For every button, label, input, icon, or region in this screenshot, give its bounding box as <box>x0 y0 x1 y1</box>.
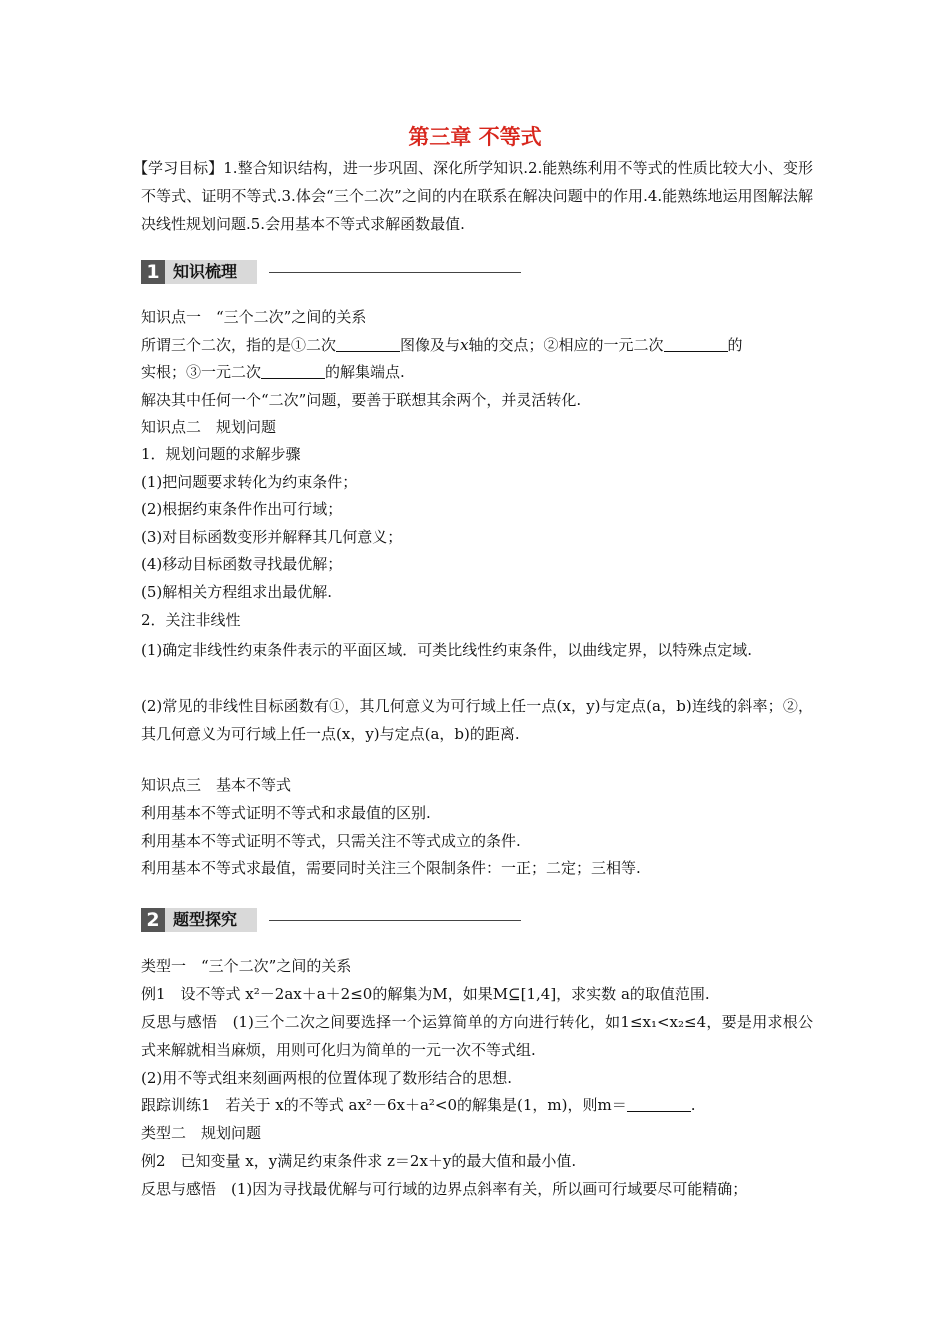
fill-blank <box>664 337 728 352</box>
kp2-subtitle-2: 2．关注非线性 <box>141 611 241 629</box>
kp2-step: (4)移动目标函数寻找最优解； <box>141 555 343 573</box>
section-label: 题型探究 <box>165 908 257 932</box>
objectives-label: 【学习目标】 <box>133 159 224 177</box>
kp1-line2: 实根；③一元二次 的解集端点. <box>141 363 405 381</box>
fill-blank <box>261 364 325 379</box>
page-title: 第三章 不等式 <box>408 125 542 149</box>
section-divider <box>269 272 521 273</box>
kp2-subtitle-1: 1．规划问题的求解步骤 <box>141 445 301 463</box>
reflection-1b: (2)用不等式组来刻画两根的位置体现了数形结合的思想. <box>141 1069 513 1087</box>
training-1: 跟踪训练1 若关于 x的不等式 ax²－6x＋a²<0的解集是(1，m)，则m＝ . <box>141 1096 696 1114</box>
kp2-step: (1)把问题要求转化为约束条件； <box>141 473 358 491</box>
kp2-nonlinear-2: (2)常见的非线性目标函数有①，其几何意义为可行域上任一点(x，y)与定点(a，b)连线的斜率；②，其几何意义为可行域上任一点(x，y)与定点(a，b)的距离. <box>141 697 813 743</box>
reflection-1: 反思与感悟 (1)三个二次之间要选择一个运算简单的方向进行转化，如1≤x₁<x₂≤4，要是用求根公式来解就相当麻烦，用则可化归为简单的一元一次不等式组. <box>141 1013 813 1059</box>
kp1-title: 知识点一 “三个二次”之间的关系 <box>141 308 367 326</box>
kp3-line: 利用基本不等式证明不等式，只需关注不等式成立的条件. <box>141 832 521 850</box>
type1-title: 类型一 “三个二次”之间的关系 <box>141 957 352 975</box>
section-banner-2 <box>141 908 521 932</box>
example-2: 例2 已知变量 x，y满足约束条件求 z＝2x＋y的最大值和最小值. <box>141 1152 577 1170</box>
kp3-title: 知识点三 基本不等式 <box>141 776 292 794</box>
section-number: 2 <box>141 908 165 932</box>
kp2-nonlinear-1: (1)确定非线性约束条件表示的平面区域．可类比线性约束条件，以曲线定界，以特殊点定域. <box>141 641 753 659</box>
objectives-text: 1.整合知识结构，进一步巩固、深化所学知识.2.能熟练利用不等式的性质比较大小、变形不等式、证明不等式.3.体会“三个二次”之间的内在联系在解决问题中的作用.4.能熟练地运用图解法解决线性规划问题.5.会用基本不等式求解函数最值. <box>141 159 813 233</box>
fill-blank <box>627 1097 691 1112</box>
reflection-2: 反思与感悟 (1)因为寻找最优解与可行域的边界点斜率有关，所以画可行域要尽可能精确； <box>141 1180 748 1198</box>
kp2-step: (2)根据约束条件作出可行域； <box>141 500 343 518</box>
section-number: 1 <box>141 260 165 284</box>
section-label: 知识梳理 <box>165 260 257 284</box>
kp1-line1: 所谓三个二次，指的是①二次 图像及与x轴的交点；②相应的一元二次 的 <box>141 336 743 354</box>
kp2-step: (5)解相关方程组求出最优解. <box>141 583 333 601</box>
fill-blank <box>336 337 400 352</box>
kp2-step: (3)对目标函数变形并解释其几何意义； <box>141 528 403 546</box>
section-divider <box>269 920 521 921</box>
learning-objectives <box>133 154 813 238</box>
type2-title: 类型二 规划问题 <box>141 1124 262 1142</box>
example-1: 例1 设不等式 x²－2ax＋a＋2≤0的解集为M，如果M⊆[1,4]，求实数 a的取值范围. <box>141 985 710 1003</box>
kp2-title: 知识点二 规划问题 <box>141 418 277 436</box>
kp3-line: 利用基本不等式证明不等式和求最值的区别. <box>141 804 431 822</box>
kp3-line: 利用基本不等式求最值，需要同时关注三个限制条件：一正；二定；三相等. <box>141 859 641 877</box>
section-banner-1 <box>141 260 521 284</box>
kp1-line3: 解决其中任何一个“二次”问题，要善于联想其余两个，并灵活转化. <box>141 391 582 409</box>
